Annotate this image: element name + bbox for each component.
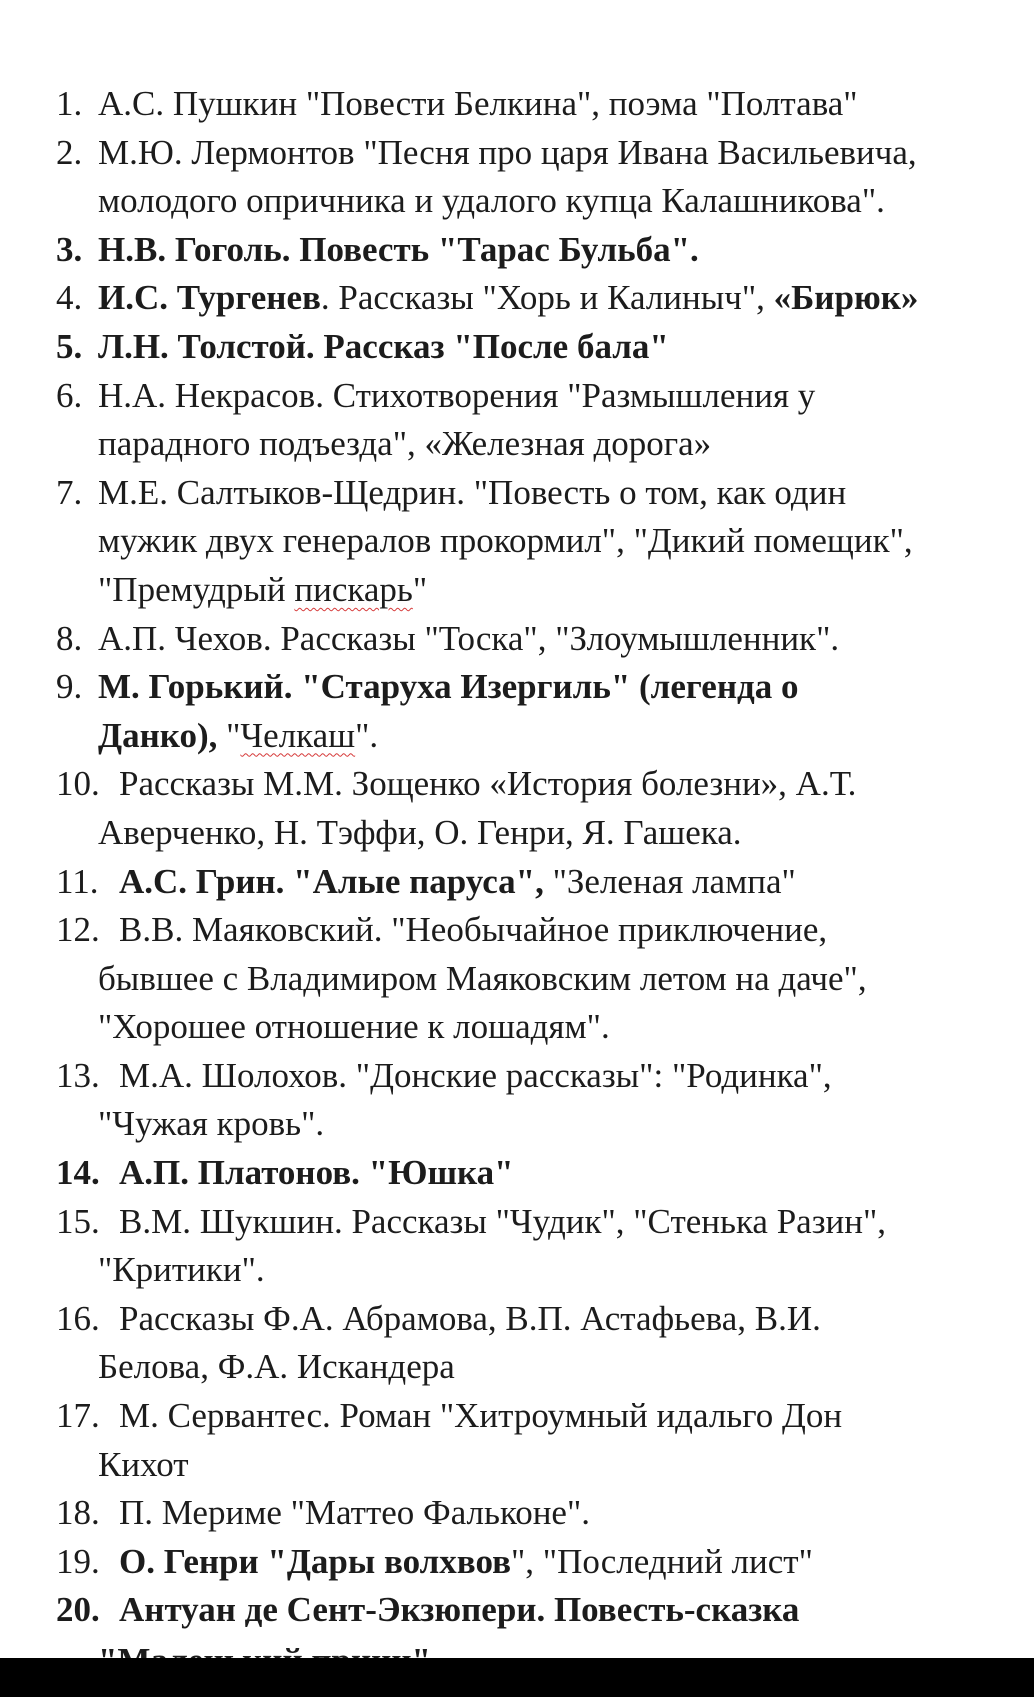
item-line: А.П. Платонов. "Юшка" (119, 1153, 514, 1193)
list-item-14 (56, 1149, 1016, 1198)
item-number: 18. (56, 1493, 100, 1533)
list-item-12 (56, 906, 1016, 1052)
list-item-8 (56, 615, 1016, 664)
item-line: "Чужая кровь". (98, 1104, 325, 1144)
list-item-9 (56, 663, 1016, 760)
list-item-20 (56, 1586, 1016, 1635)
item-line: П. Мериме "Маттео Фальконе". (119, 1493, 590, 1533)
item-line: М. Сервантес. Роман "Хитроумный идальго Дон (119, 1396, 843, 1436)
item-number: 9. (56, 667, 83, 707)
bottom-black-bar (0, 1658, 1034, 1697)
item-number: 19. (56, 1541, 100, 1581)
item-line: мужик двух генералов прокормил", "Дикий помещик", (98, 521, 913, 561)
item-line: Кихот (98, 1444, 189, 1484)
item-line: Л.Н. Толстой. Рассказ "После бала" (98, 326, 669, 366)
spellcheck-word: пискарь (294, 569, 413, 609)
item-line: Рассказы М.М. Зощенко «История болезни», А.Т. (119, 764, 857, 804)
item-line: В.М. Шукшин. Рассказы "Чудик", "Стенька Разин", (119, 1201, 887, 1241)
item-line: М. Горький. "Старуха Изергиль" (легенда о (98, 667, 799, 707)
item-line: А.П. Чехов. Рассказы "Тоска", "Злоумышленник". (98, 618, 840, 658)
list-item-10 (56, 760, 1016, 857)
item-line: Данко), "Челкаш". (98, 715, 379, 755)
item-line: Н.А. Некрасов. Стихотворения "Размышления у (98, 375, 816, 415)
item-number: 7. (56, 472, 83, 512)
list-item-19 (56, 1538, 1016, 1587)
item-number: 8. (56, 618, 83, 658)
item-line: "Премудрый пискарь" (98, 569, 428, 609)
item-line: молодого опричника и удалого купца Калашникова". (98, 181, 885, 221)
item-line: Белова, Ф.А. Искандера (98, 1347, 455, 1387)
item-line: О. Генри "Дары волхвов", "Последний лист" (119, 1541, 813, 1581)
list-item-1 (56, 80, 1016, 129)
list-item-7 (56, 469, 1016, 615)
item-number: 20. (56, 1590, 100, 1630)
reading-list (56, 80, 1016, 1635)
item-number: 13. (56, 1055, 100, 1095)
item-line: бывшее с Владимиром Маяковским летом на даче", (98, 958, 867, 998)
item-line: М.Ю. Лермонтов "Песня про царя Ивана Васильевича, (98, 132, 917, 172)
list-item-3 (56, 226, 1016, 275)
item-line: В.В. Маяковский. "Необычайное приключение, (119, 910, 828, 950)
item-line: парадного подъезда", «Железная дорога» (98, 424, 712, 464)
item-number: 5. (56, 326, 83, 366)
item-line: Аверченко, Н. Тэффи, О. Генри, Я. Гашека. (98, 812, 742, 852)
item-line: "Хорошее отношение к лошадям". (98, 1007, 610, 1047)
item-line: А.С. Грин. "Алые паруса", "Зеленая лампа" (119, 861, 796, 901)
list-item-18 (56, 1489, 1016, 1538)
item-line: Н.В. Гоголь. Повесть "Тарас Бульба". (98, 229, 699, 269)
item-line: И.С. Тургенев. Рассказы "Хорь и Калиныч", «Бирюк» (98, 278, 919, 318)
item-number: 3. (56, 229, 83, 269)
item-number: 6. (56, 375, 83, 415)
list-item-15 (56, 1198, 1016, 1295)
item-number: 10. (56, 764, 100, 804)
list-item-2 (56, 129, 1016, 226)
item-number: 17. (56, 1396, 100, 1436)
item-number: 12. (56, 910, 100, 950)
item-line: Рассказы Ф.А. Абрамова, В.П. Астафьева, В.И. (119, 1298, 821, 1338)
item-number: 4. (56, 278, 83, 318)
list-item-6 (56, 372, 1016, 469)
item-line: Антуан де Сент-Экзюпери. Повесть-сказка (119, 1590, 800, 1630)
item-number: 16. (56, 1298, 100, 1338)
item-line: А.С. Пушкин "Повести Белкина", поэма "Полтава" (98, 84, 858, 123)
item-number: 14. (56, 1153, 100, 1193)
spellcheck-word: Челкаш (240, 715, 356, 755)
item-line: "Критики". (98, 1250, 265, 1290)
list-item-13 (56, 1052, 1016, 1149)
list-item-4 (56, 274, 1016, 323)
list-item-5 (56, 323, 1016, 372)
list-item-11 (56, 858, 1016, 907)
item-number: 2. (56, 132, 83, 172)
item-number: 1. (56, 84, 83, 123)
item-number: 11. (56, 861, 99, 901)
item-number: 15. (56, 1201, 100, 1241)
list-item-16 (56, 1295, 1016, 1392)
list-item-17 (56, 1392, 1016, 1489)
item-line: М.А. Шолохов. "Донские рассказы": "Родинка", (119, 1055, 832, 1095)
item-line: М.Е. Салтыков-Щедрин. "Повесть о том, как один (98, 472, 847, 512)
